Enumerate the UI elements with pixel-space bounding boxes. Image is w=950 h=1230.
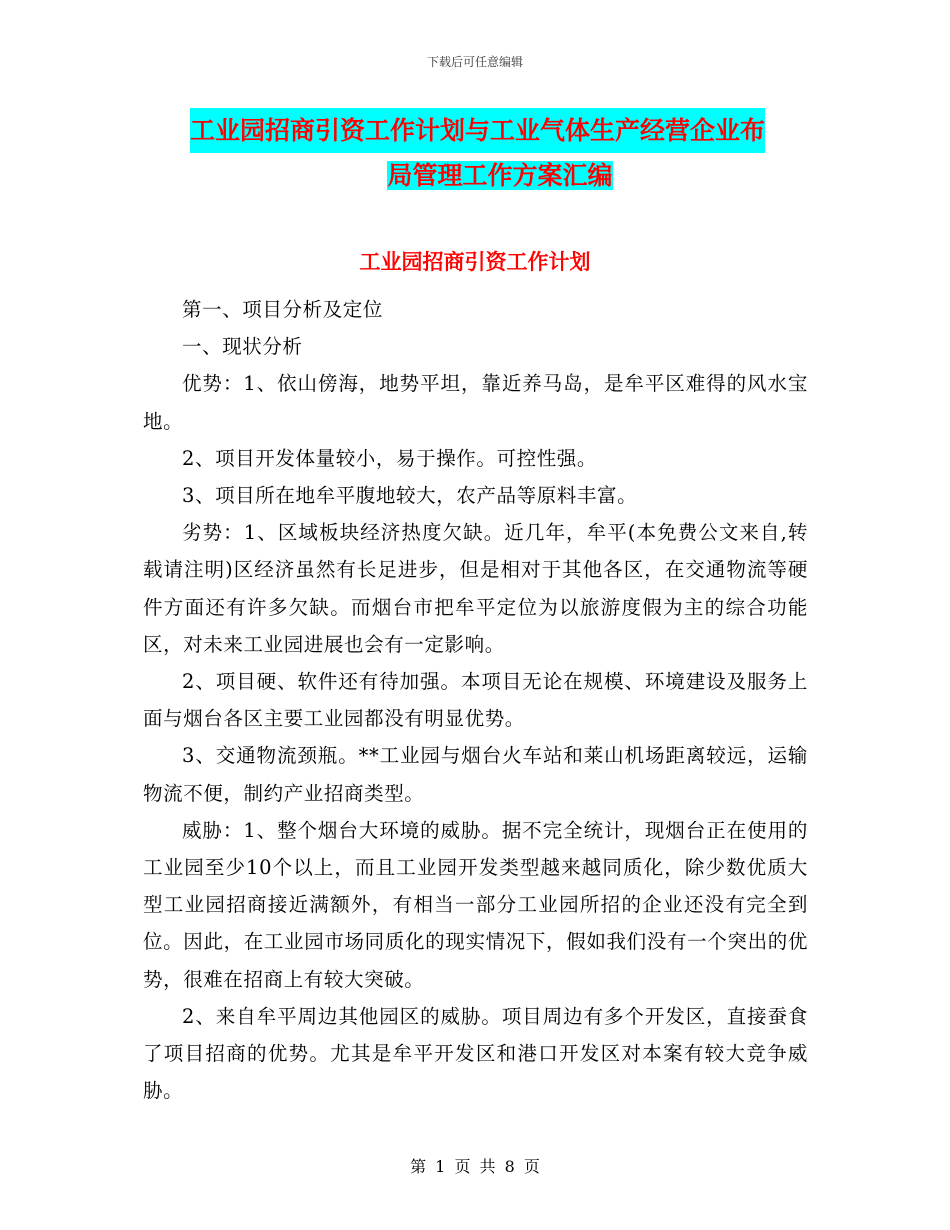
paragraph: 劣势：1、区域板块经济热度欠缺。近几年，牟平(本免费公文来自,转载请注明)区经济虽然有长足进步，但是相对于其他各区，在交通物流等硬件方面还有许多欠缺。而烟台市把牟平定位为以旅游度假为主的综合功能区，对未来工业园进展也会有一定影响。 (143, 521, 808, 656)
paragraph: 优势：1、依山傍海，地势平坦，靠近养马岛，是牟平区难得的风水宝地。 (143, 372, 808, 433)
page-number: 第 1 页 共 8 页 (410, 1157, 540, 1176)
document-title-line2: 局管理工作方案汇编 (387, 161, 613, 190)
document-body (143, 291, 808, 1109)
paragraph: 2、来自牟平周边其他园区的威胁。项目周边有多个开发区，直接蚕食了项目招商的优势。尤其是牟平开发区和港口开发区对本案有较大竞争威胁。 (143, 1004, 808, 1103)
paragraph: 第一、项目分析及定位 (182, 298, 384, 321)
paragraph: 一、现状分析 (182, 335, 303, 359)
paragraph: 2、项目硬、软件还有待加强。本项目无论在规模、环境建设及服务上面与烟台各区主要工业园都没有明显优势。 (143, 670, 808, 731)
section-title: 工业园招商引资工作计划 (359, 249, 591, 274)
paragraph: 2、项目开发体量较小，易于操作。可控性强。 (182, 446, 598, 470)
document-title (190, 108, 810, 198)
header-note: 下载后可任意编辑 (426, 55, 523, 69)
paragraph: 3、项目所在地牟平腹地较大，农产品等原料丰富。 (182, 484, 638, 508)
paragraph: 威胁：1、整个烟台大环境的威胁。据不完全统计，现烟台正在使用的工业园至少10个以上，而且工业园开发类型越来越同质化，除少数优质大型工业园招商接近满额外，有相当一部分工业园所招的企业还没有完全到位。因此，在工业园市场同质化的现实情况下，假如我们没有一个突出的优势，很难在招商上有较大突破。 (143, 818, 808, 991)
paragraph: 3、交通物流颈瓶。**工业园与烟台火车站和莱山机场距离较远，运输物流不便，制约产业招商类型。 (143, 744, 808, 805)
document-title-line1: 工业园招商引资工作计划与工业气体生产经营企业布 (190, 108, 765, 153)
